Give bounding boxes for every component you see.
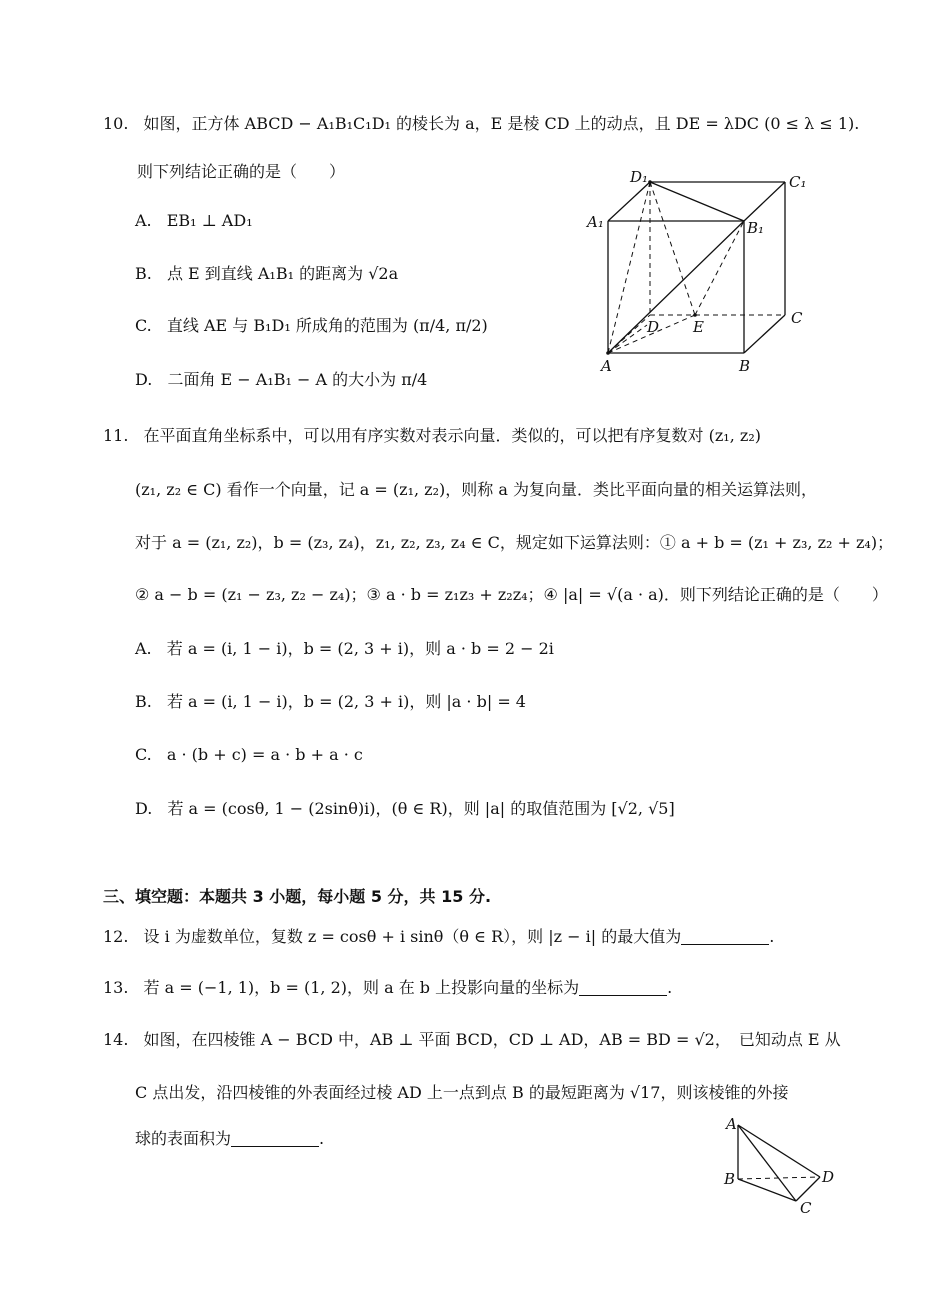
q11-option-d: [135, 797, 675, 821]
option-label: B.: [135, 692, 152, 711]
q14-end: .: [319, 1129, 325, 1148]
q11-line3: 对于 a = (z₁, z₂)，b = (z₃, z₄)，z₁, z₂, z₃, z₄ ∈ C，规定如下运算法则：① a + b = (z₁ + z₃, z₂ + z₄)；: [135, 533, 894, 552]
q12-text: 设 i 为虚数单位，复数 z = cosθ + i sinθ（θ ∈ R），则 |z − i| 的最大值为: [143, 927, 682, 946]
q10-option-b: [135, 262, 398, 286]
option-label: D.: [135, 370, 153, 389]
option-text: 二面角 E − A₁B₁ − A 的大小为 π/4: [167, 370, 428, 389]
option-text: 若 a = (cosθ, 1 − (2sinθ)i)，(θ ∈ R)，则 |a| 的取值范围为 [√2, √5]: [167, 799, 675, 818]
q14-line3: [135, 1127, 324, 1151]
option-text: 若 a = (i, 1 − i)，b = (2, 3 + i)，则 |a · b| = 4: [166, 692, 526, 711]
q10-stem2: 则下列结论正确的是（ ）: [137, 162, 346, 181]
option-label: A.: [135, 211, 152, 230]
q10-option-d: [135, 368, 427, 392]
label-c1: C₁: [789, 173, 807, 191]
answer-blank[interactable]: [231, 1128, 319, 1147]
option-text: 若 a = (i, 1 − i)，b = (2, 3 + i)，则 a · b = 2 − 2i: [166, 639, 554, 658]
q13: [103, 976, 672, 1000]
label-d: D: [647, 318, 660, 336]
q14-line2: C 点出发，沿四棱锥的外表面经过棱 AD 上一点到点 B 的最短距离为 √17，则该棱锥的外接: [135, 1083, 789, 1102]
q14-number: 14.: [103, 1030, 129, 1049]
q11-line2: (z₁, z₂ ∈ C) 看作一个向量，记 a = (z₁, z₂)，则称 a 为复向量．类比平面向量的相关运算法则，: [135, 480, 817, 499]
q13-text: 若 a = (−1, 1)，b = (1, 2)，则 a 在 b 上投影向量的坐标为: [143, 978, 580, 997]
cube-figure: [585, 165, 815, 380]
q10-option-a: [135, 209, 253, 233]
q11-option-c: [135, 743, 363, 767]
q10-stem-text: 如图，正方体 ABCD − A₁B₁C₁D₁ 的棱长为 a，E 是棱 CD 上的动点，且 DE = λDC (0 ≤ λ ≤ 1).: [143, 114, 860, 133]
q13-number: 13.: [103, 978, 129, 997]
section-title: 三、填空题：本题共 3 小题，每小题 5 分，共 15 分.: [103, 887, 492, 906]
q14-text: 如图，在四棱锥 A − BCD 中，AB ⊥ 平面 BCD，CD ⊥ AD，AB = BD = √2， 已知动点 E 从: [143, 1030, 841, 1049]
label-b1: B₁: [747, 219, 765, 237]
label-b: B: [724, 1170, 736, 1188]
label-a1: A₁: [587, 213, 604, 231]
label-e: E: [693, 318, 704, 336]
label-d: D: [822, 1168, 835, 1186]
q14-line1: [103, 1028, 841, 1052]
q13-end: .: [667, 978, 673, 997]
q12-end: .: [769, 927, 775, 946]
label-c: C: [800, 1199, 812, 1217]
label-a: A: [601, 357, 612, 375]
q11-text: 在平面直角坐标系中，可以用有序实数对表示向量．类似的，可以把有序复数对 (z₁, z₂): [143, 426, 761, 445]
q11-number: 11.: [103, 426, 129, 445]
option-label: D.: [135, 799, 153, 818]
q11-option-b: [135, 690, 526, 714]
q10-option-c: [135, 314, 488, 338]
q12-number: 12.: [103, 927, 129, 946]
option-text: 点 E 到直线 A₁B₁ 的距离为 √2a: [166, 264, 399, 283]
option-label: B.: [135, 264, 152, 283]
answer-blank[interactable]: [579, 977, 667, 996]
q10-number: 10.: [103, 114, 129, 133]
label-a: A: [726, 1115, 737, 1133]
answer-blank[interactable]: [681, 926, 769, 945]
q11-line4: ② a − b = (z₁ − z₃, z₂ − z₄)；③ a · b = z₁z₃ + z₂z₄；④ |a| = √(a · a)．则下列结论正确的是（ ）: [135, 585, 888, 604]
label-d1: D₁: [630, 168, 649, 186]
label-b: B: [739, 357, 751, 375]
option-label: A.: [135, 639, 152, 658]
q12: [103, 925, 774, 949]
q14-text: 球的表面积为: [135, 1129, 232, 1148]
option-text: 直线 AE 与 B₁D₁ 所成角的范围为 (π/4, π/2): [166, 316, 488, 335]
pyramid-figure: [718, 1113, 848, 1218]
q11-line1: [103, 424, 761, 448]
q11-option-a: [135, 637, 554, 661]
option-label: C.: [135, 745, 152, 764]
option-label: C.: [135, 316, 152, 335]
q10-stem: [103, 112, 863, 136]
option-text: EB₁ ⊥ AD₁: [166, 211, 253, 230]
option-text: a · (b + c) = a · b + a · c: [166, 745, 363, 764]
label-c: C: [791, 309, 803, 327]
